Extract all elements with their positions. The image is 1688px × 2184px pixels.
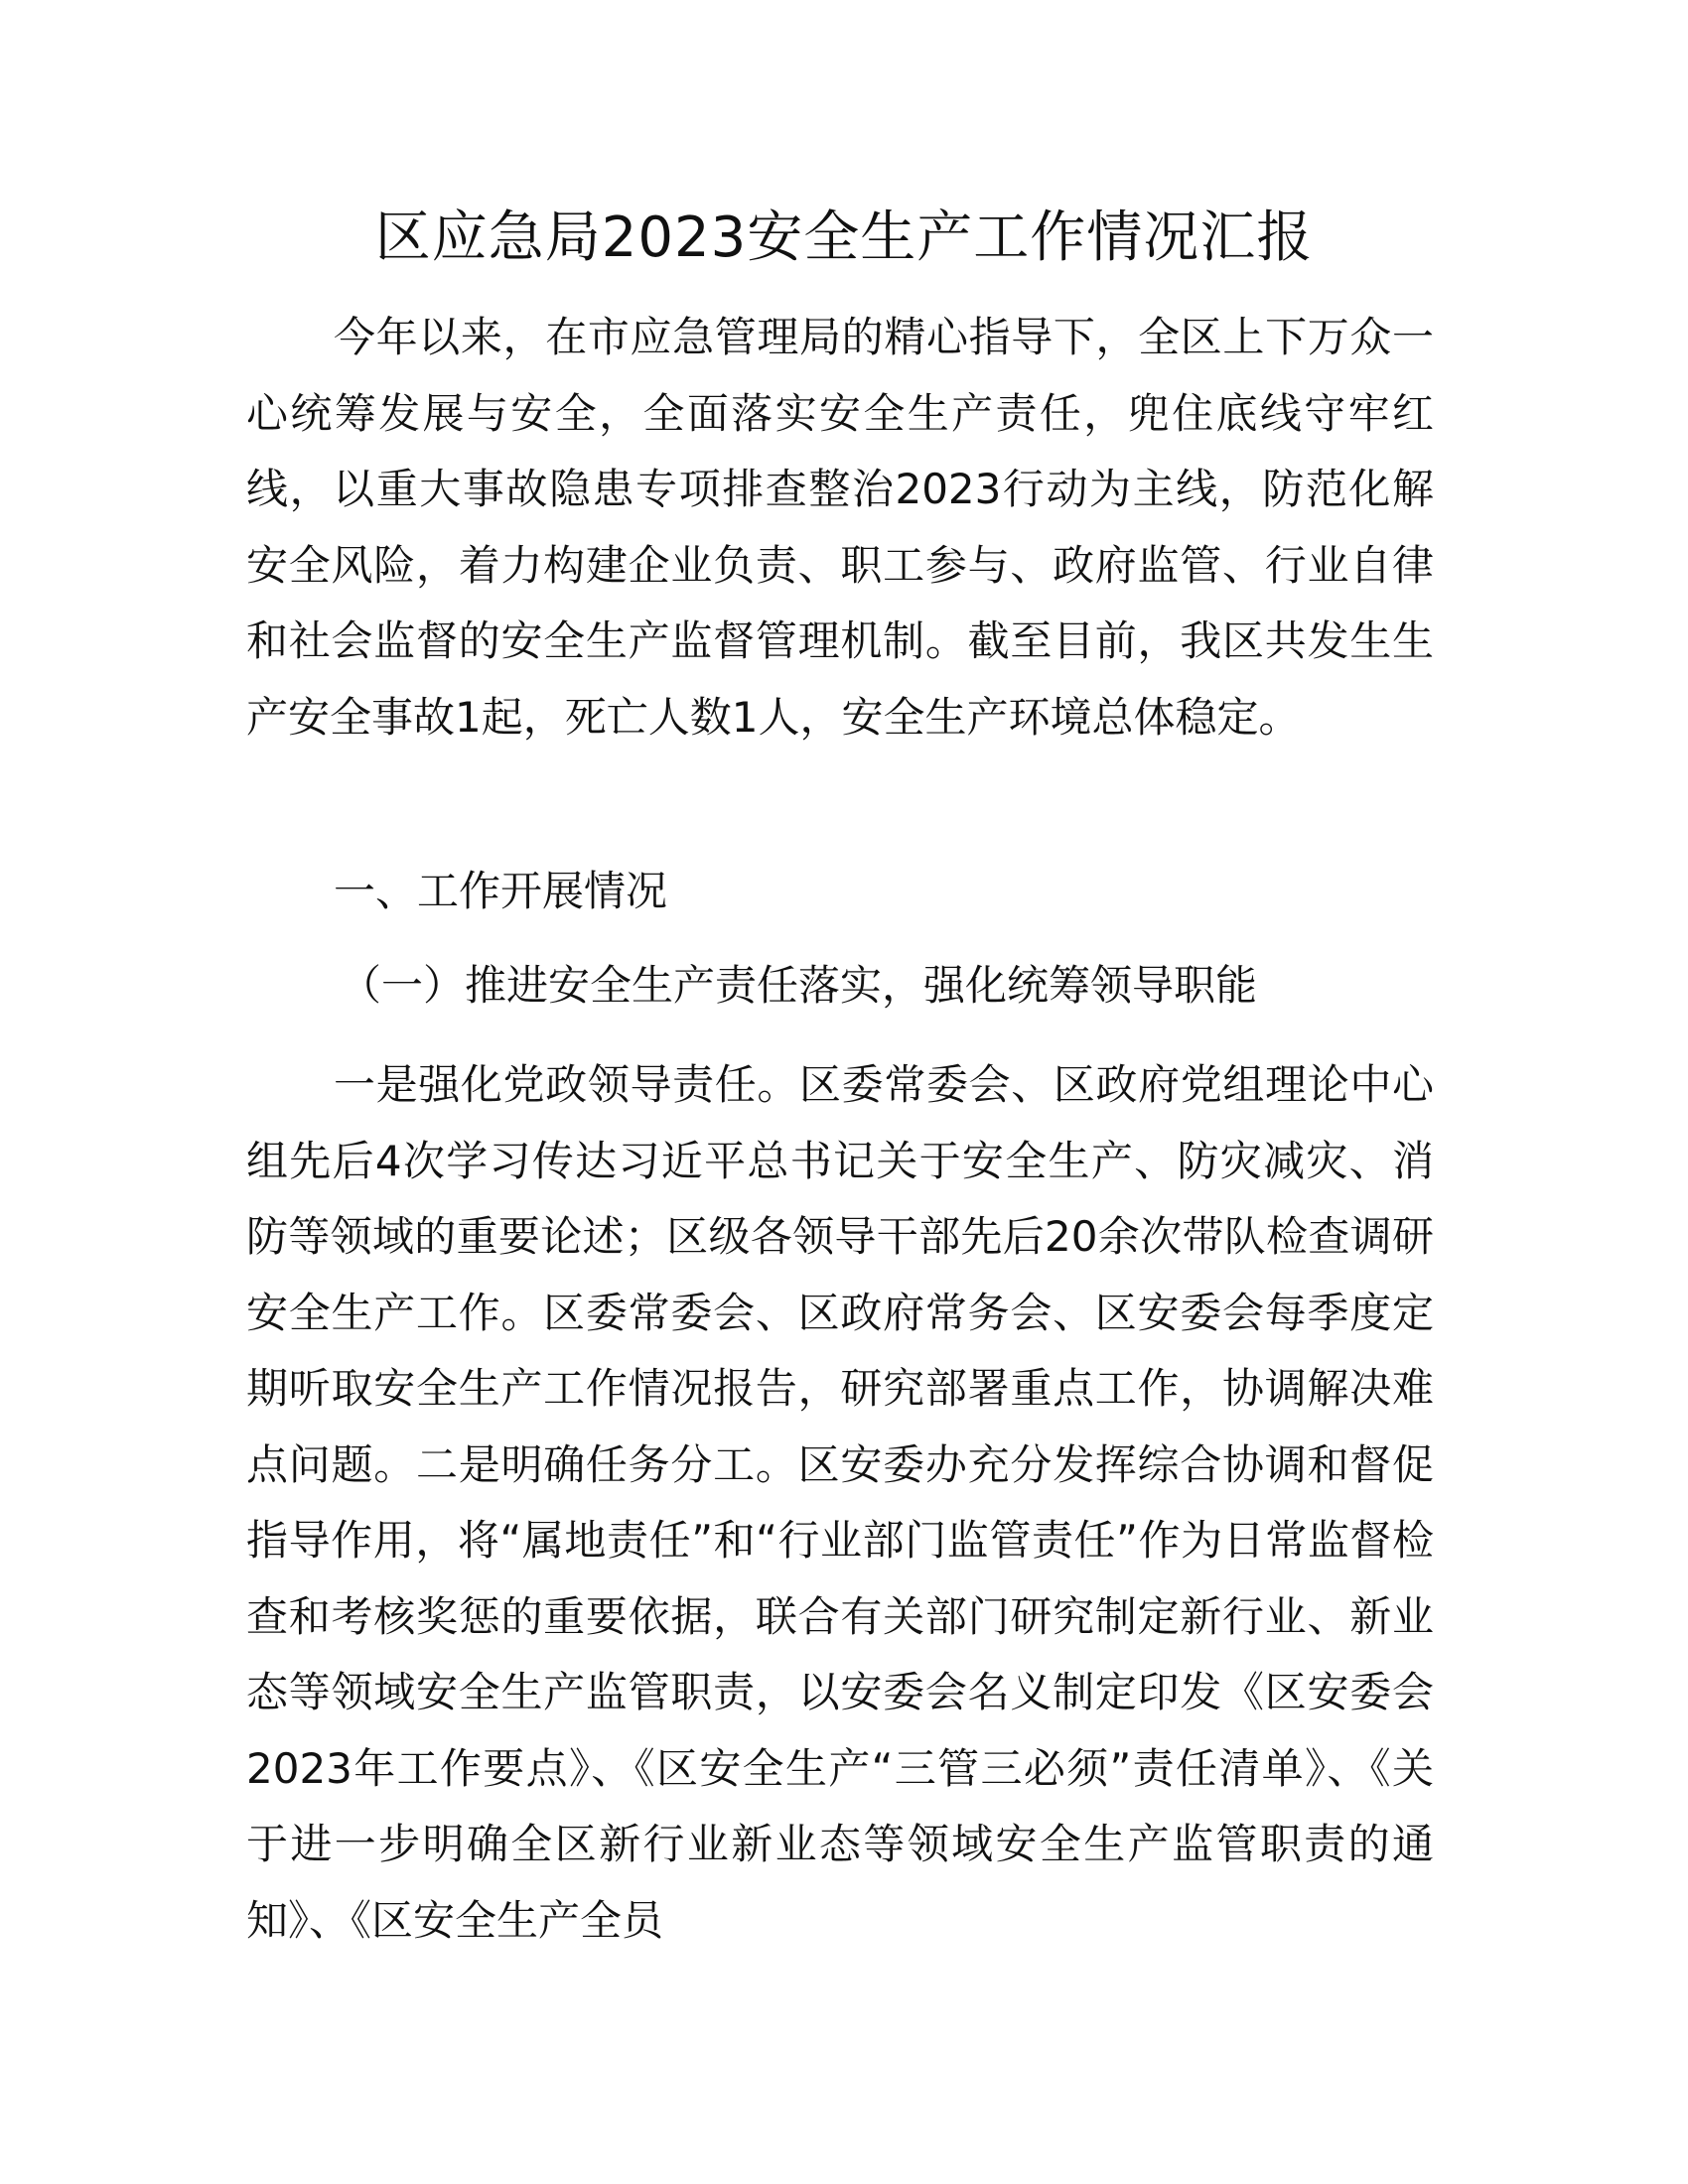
intro-paragraph: 今年以来，在市应急管理局的精心指导下，全区上下万众一心统筹发展与安全，全面落实安全生产责任，兜住底线守牢红线，以重大事故隐患专项排查整治2023行动为主线，防范化解安全风险，着力构建企业负责、职工参与、政府监管、行业自律和社会监督的安全生产监督管理机制。截至目前，我区共发生生产安全事故1起，死亡人数1人，安全生产环境总体稳定。 — [246, 313, 1434, 742]
subsection-heading-1: （一）推进安全生产责任落实，强化统筹领导职能 — [340, 961, 1258, 1010]
document-title: 区应急局2023安全生产工作情况汇报 — [374, 205, 1314, 270]
section-heading-1: 一、工作开展情况 — [334, 867, 668, 915]
body-paragraph: 一是强化党政领导责任。区委常委会、区政府党组理论中心组先后4次学习传达习近平总书记关于安全生产、防灾减灾、消防等领域的重要论述；区级各领导干部先后20余次带队检查调研安全生产工作。区委常委会、区政府常务会、区安委会每季度定期听取安全生产工作情况报告，研究部署重点工作，协调解决难点问题。二是明确任务分工。区安委办充分发挥综合协调和督促指导作用，将“属地责任”和“行业部门监管责任”作为日常监督检查和考核奖惩的重要依据，联合有关部门研究制定新行业、新业态等领域安全生产监管职责，以安委会名义制定印发《区安委会2023年工作要点》、《区安全生产“三管三必须”责任清单》、《关于进一步明确全区新行业新业态等领域安全生产监管职责的通知》、《区安全生产全员 — [246, 1060, 1434, 1945]
